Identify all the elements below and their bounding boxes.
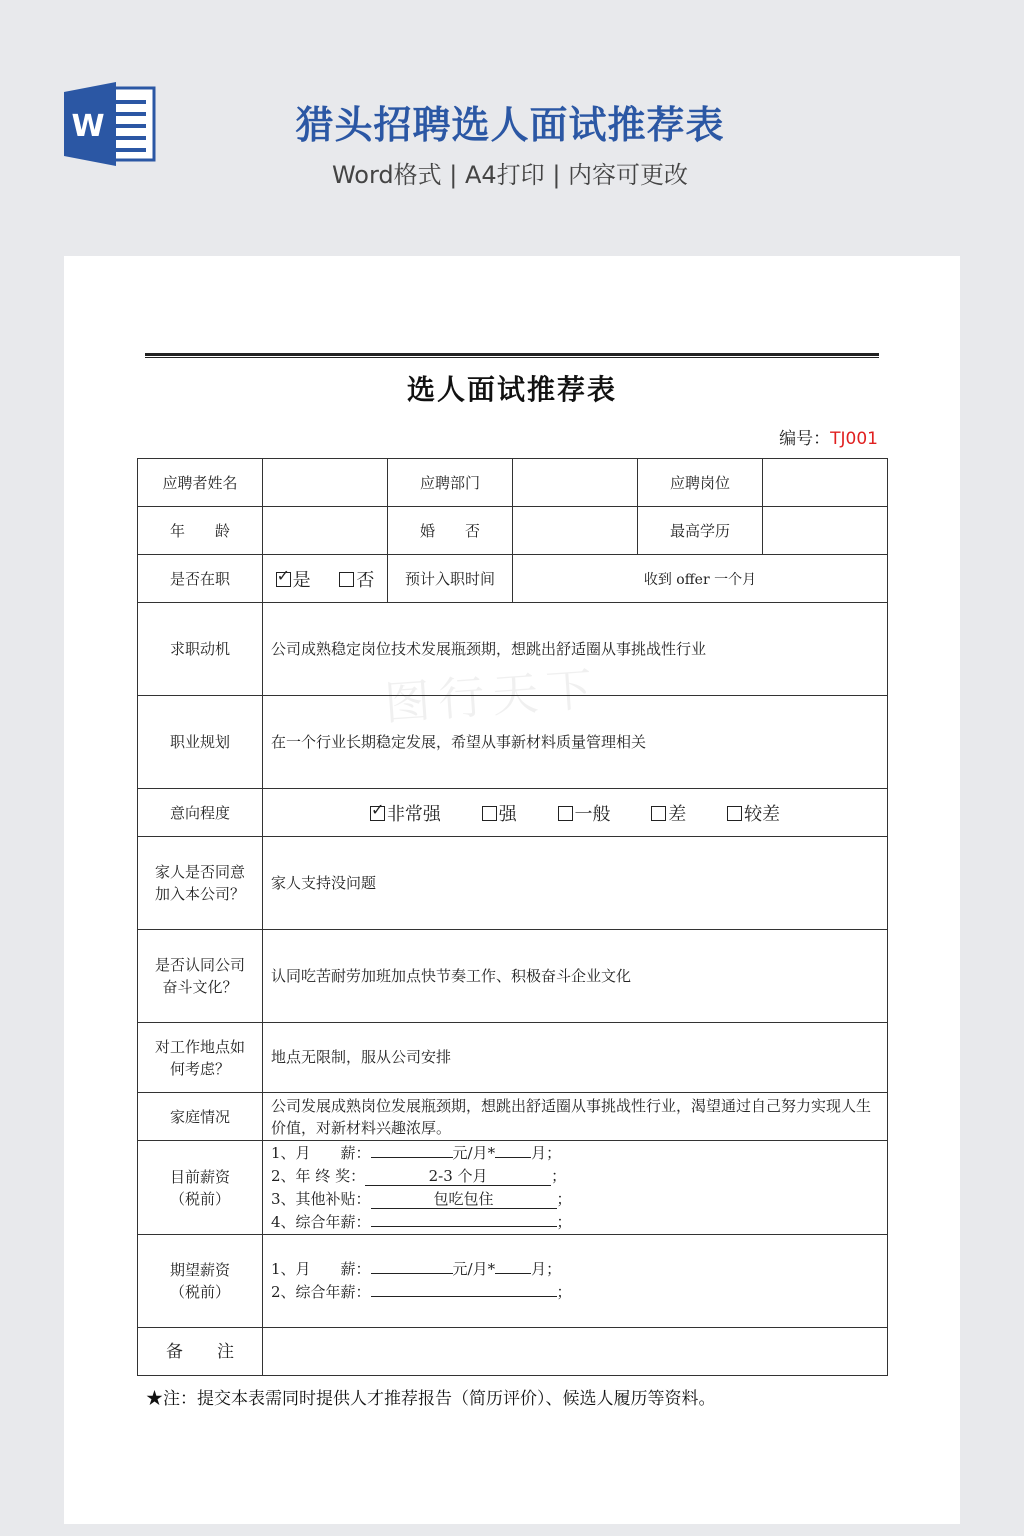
location-label-line: 对工作地点如 <box>154 1037 245 1056</box>
current-salary-label <box>138 1141 263 1235</box>
plan-value[interactable]: 在一个行业长期稳定发展，希望从事新材料质量管理相关 <box>263 696 888 789</box>
line-suffix: 月； <box>531 1143 562 1162</box>
family-agree-label-line: 家人是否同意 <box>154 863 245 881</box>
intent-option-weaker[interactable] <box>727 804 780 825</box>
document-number-label: 编号： <box>779 429 831 449</box>
plan-label: 职业规划 <box>138 696 263 789</box>
current-salary-label-line: 目前薪资 <box>169 1167 230 1186</box>
intent-option-label: 差 <box>668 803 687 825</box>
blank-field[interactable] <box>495 1273 531 1274</box>
line-prefix: 2、综合年薪： <box>271 1283 371 1301</box>
age-label: 年 龄 <box>138 507 263 555</box>
blank-field[interactable] <box>371 1226 557 1227</box>
checkbox-icon[interactable] <box>482 806 497 821</box>
employed-yes-label: 是 <box>292 569 311 591</box>
culture-label-line: 是否认同公司 <box>154 956 245 974</box>
top-rule <box>145 353 879 358</box>
footnote: ★注：提交本表需同时提供人才推荐报告（简历评价）、候选人履历等资料。 <box>146 1389 716 1409</box>
employed-options <box>263 555 388 603</box>
table-row <box>138 837 888 930</box>
word-icon-letter: W <box>71 109 105 144</box>
marital-label: 婚 否 <box>388 507 513 555</box>
table-row <box>138 459 888 507</box>
education-label: 最高学历 <box>638 507 763 555</box>
intent-option-label: 非常强 <box>386 803 441 825</box>
table-row <box>138 1235 888 1328</box>
checkbox-checked-icon[interactable] <box>276 572 291 587</box>
family-agree-label-line: 加入本公司？ <box>154 885 245 903</box>
position-field[interactable] <box>763 459 888 507</box>
employed-no-option[interactable] <box>339 570 374 591</box>
line-prefix: 3、其他补贴： <box>271 1189 371 1208</box>
table-row <box>138 507 888 555</box>
current-annual-line <box>271 1211 879 1234</box>
table-row <box>138 555 888 603</box>
family-value[interactable]: 公司发展成熟岗位发展瓶颈期，想跳出舒适圈从事挑战性行业，渴望通过自己努力实现人生价值，对新材料兴趣浓厚。 <box>263 1093 888 1141</box>
intent-label: 意向程度 <box>138 789 263 837</box>
table-row <box>138 930 888 1023</box>
table-row <box>138 789 888 837</box>
table-row <box>138 1093 888 1141</box>
current-salary-label-line: （税前） <box>169 1189 230 1208</box>
education-field[interactable] <box>763 507 888 555</box>
document-page <box>64 256 960 1524</box>
culture-label-line: 奋斗文化？ <box>162 978 238 996</box>
intent-option-very-strong[interactable] <box>370 804 441 825</box>
marital-field[interactable] <box>513 507 638 555</box>
motive-value[interactable]: 公司成熟稳定岗位技术发展瓶颈期，想跳出舒适圈从事挑战性行业 <box>263 603 888 696</box>
checkbox-icon[interactable] <box>339 572 354 587</box>
family-agree-label <box>138 837 263 930</box>
bonus-field[interactable]: 2-3 个月 <box>365 1167 551 1186</box>
line-mid: 元/月* <box>452 1260 496 1278</box>
allowance-field[interactable]: 包吃包住 <box>371 1190 557 1209</box>
start-value[interactable]: 收到 offer 一个月 <box>513 555 888 603</box>
employed-no-label: 否 <box>356 569 375 591</box>
culture-value[interactable]: 认同吃苦耐劳加班加点快节奏工作、积极奋斗企业文化 <box>263 930 888 1023</box>
remark-label: 备 注 <box>138 1328 263 1376</box>
table-row <box>138 696 888 789</box>
blank-field[interactable] <box>371 1157 453 1158</box>
dept-field[interactable] <box>513 459 638 507</box>
current-monthly-line <box>271 1142 879 1165</box>
checkbox-checked-icon[interactable] <box>370 806 385 821</box>
line-suffix: ； <box>556 1212 572 1231</box>
intent-option-label: 一般 <box>574 803 611 825</box>
position-label: 应聘岗位 <box>638 459 763 507</box>
checkbox-icon[interactable] <box>651 806 666 821</box>
age-field[interactable] <box>263 507 388 555</box>
recommendation-form <box>137 458 888 1376</box>
line-suffix: ； <box>556 1189 572 1208</box>
blank-field[interactable] <box>371 1273 453 1274</box>
banner-title: 猎头招聘选人面试推荐表 <box>295 103 725 147</box>
word-icon <box>64 82 156 166</box>
location-label-line: 何考虑？ <box>169 1059 230 1078</box>
motive-label: 求职动机 <box>138 603 263 696</box>
expected-monthly-line <box>271 1258 879 1281</box>
current-bonus-line <box>271 1165 879 1188</box>
line-prefix: 1、月 薪： <box>271 1143 371 1162</box>
document-number-value: TJ001 <box>830 429 878 449</box>
watermark: 图行天下 <box>382 661 602 731</box>
line-suffix: 月； <box>531 1260 562 1278</box>
line-prefix: 1、月 薪： <box>271 1260 371 1278</box>
start-label: 预计入职时间 <box>388 555 513 603</box>
employed-label: 是否在职 <box>138 555 263 603</box>
table-row <box>138 603 888 696</box>
name-field[interactable] <box>263 459 388 507</box>
expected-salary-value <box>263 1235 888 1328</box>
line-prefix: 4、综合年薪： <box>271 1212 371 1231</box>
remark-field[interactable] <box>263 1328 888 1376</box>
checkbox-icon[interactable] <box>727 806 742 821</box>
banner <box>0 0 1024 250</box>
intent-option-weak[interactable] <box>651 804 686 825</box>
intent-option-average[interactable] <box>558 804 611 825</box>
table-row <box>138 1328 888 1376</box>
expected-salary-label <box>138 1235 263 1328</box>
blank-field[interactable] <box>371 1296 557 1297</box>
line-suffix: ； <box>551 1166 567 1185</box>
dept-label: 应聘部门 <box>388 459 513 507</box>
current-allowance-line <box>271 1188 879 1211</box>
current-salary-value <box>263 1141 888 1235</box>
banner-subtitle: Word格式 | A4打印 | 内容可更改 <box>331 161 689 189</box>
checkbox-icon[interactable] <box>558 806 573 821</box>
blank-field[interactable] <box>495 1157 531 1158</box>
location-label <box>138 1023 263 1093</box>
expected-salary-label-line: （税前） <box>169 1283 230 1301</box>
line-mid: 元/月* <box>452 1143 496 1162</box>
intent-option-strong[interactable] <box>482 804 517 825</box>
document-number <box>779 424 878 449</box>
intent-option-label: 较差 <box>744 803 781 825</box>
document-title: 选人面试推荐表 <box>406 373 617 406</box>
family-agree-value[interactable]: 家人支持没问题 <box>263 837 888 930</box>
location-value[interactable]: 地点无限制，服从公司安排 <box>263 1023 888 1093</box>
expected-annual-line <box>271 1281 879 1304</box>
culture-label <box>138 930 263 1023</box>
intent-options <box>263 789 888 837</box>
name-label: 应聘者姓名 <box>138 459 263 507</box>
line-suffix: ； <box>556 1283 572 1301</box>
employed-yes-option[interactable] <box>276 570 311 591</box>
intent-option-label: 强 <box>498 803 517 825</box>
table-row <box>138 1023 888 1093</box>
family-label: 家庭情况 <box>138 1093 263 1141</box>
expected-salary-label-line: 期望薪资 <box>169 1261 230 1279</box>
line-prefix: 2、年 终 奖： <box>271 1166 366 1185</box>
table-row <box>138 1141 888 1235</box>
